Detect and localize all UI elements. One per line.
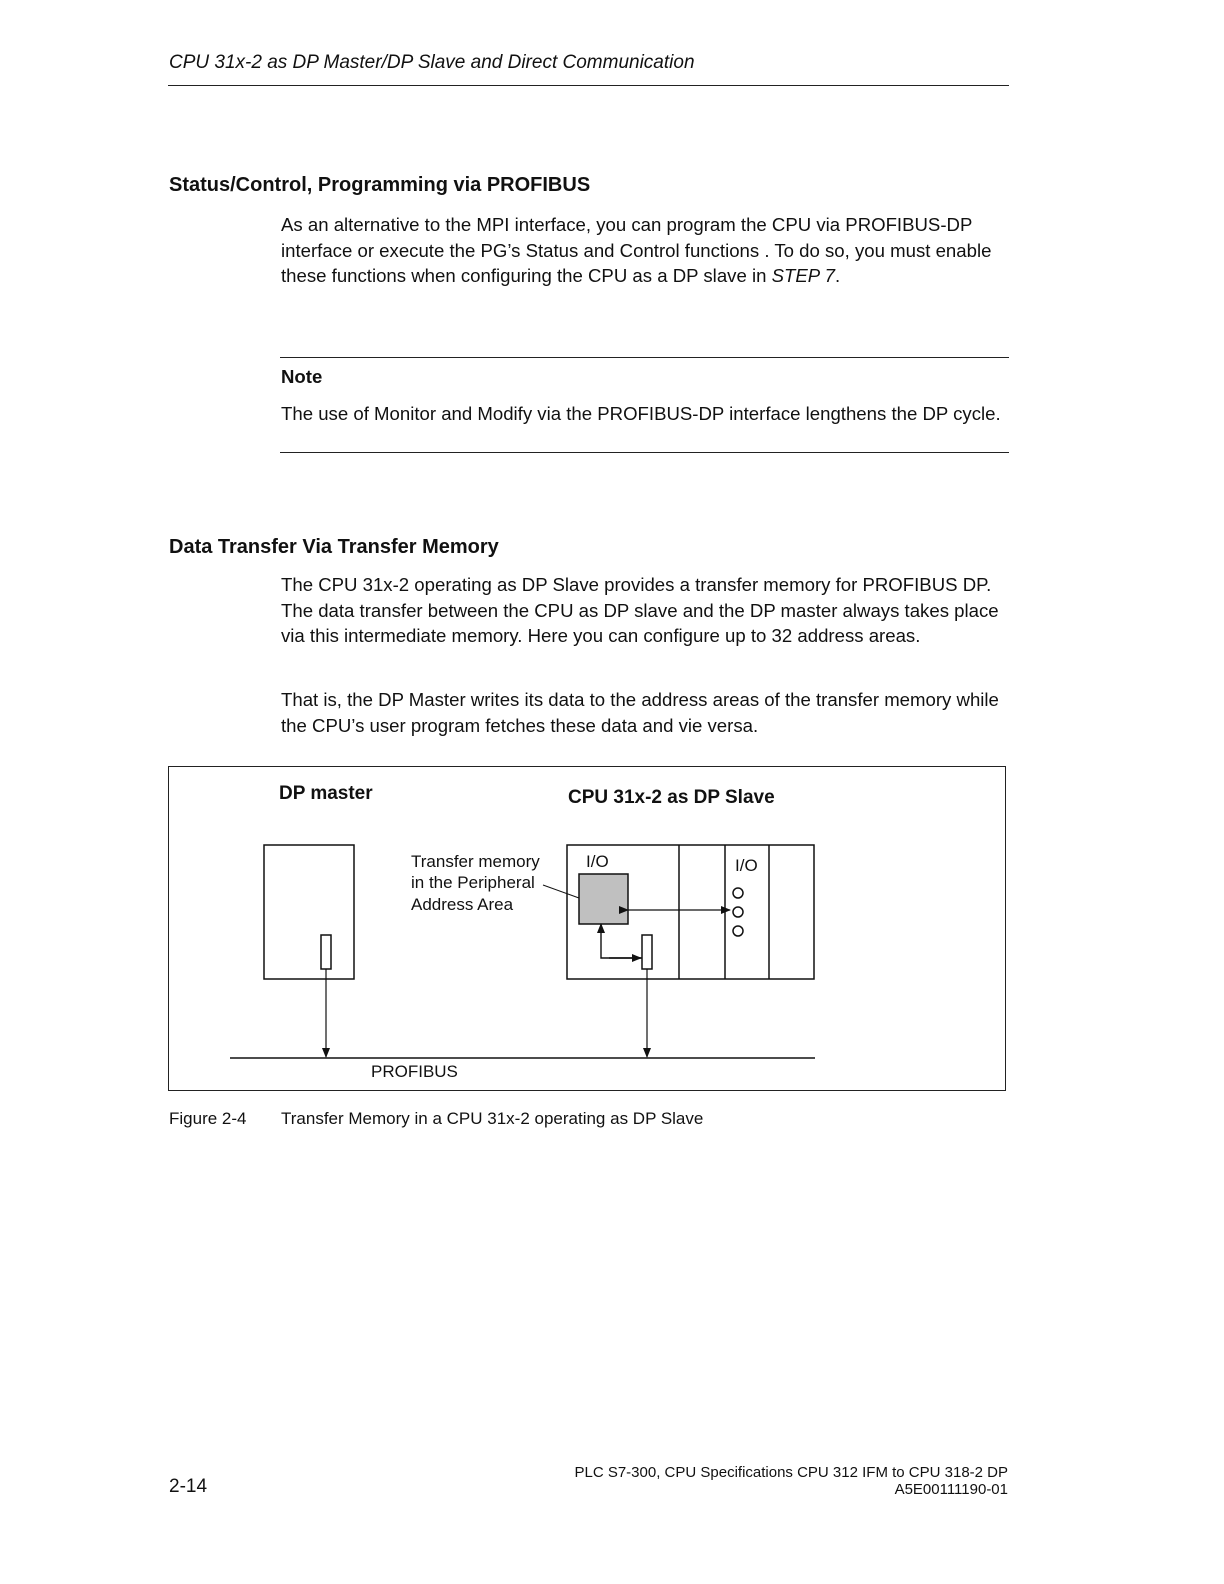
transfer-memory-label	[411, 852, 545, 914]
section-status-control-paragraph	[281, 212, 1006, 289]
transfer-memory-label-line-3: Address Area	[411, 895, 514, 914]
note-title: Note	[281, 366, 323, 387]
io-led-1	[733, 888, 743, 898]
header-rule	[168, 85, 1009, 86]
io-led-2	[733, 907, 743, 917]
dp-master-interface	[321, 935, 331, 969]
running-header: CPU 31x-2 as DP Master/DP Slave and Direct Communication	[169, 52, 695, 73]
cpu-io-label: I/O	[586, 852, 609, 871]
transfer-memory-label-line-2: in the Peripheral	[411, 873, 535, 892]
module-io-label: I/O	[735, 856, 758, 875]
footer-doc-id: A5E00111190-01	[894, 1481, 1008, 1498]
dp-slave-title: CPU 31x-2 as DP Slave	[568, 787, 775, 808]
footer-book-title: PLC S7-300, CPU Specifications CPU 312 IFM to CPU 318-2 DP	[574, 1464, 1008, 1481]
dp-master-title: DP master	[279, 783, 373, 804]
figure-caption-text: Transfer Memory in a CPU 31x-2 operating as DP Slave	[281, 1109, 704, 1128]
figure-diagram	[169, 767, 1007, 1092]
figure-transfer-memory	[168, 766, 1006, 1091]
note-bottom-rule	[280, 452, 1009, 453]
paragraph-text: As an alternative to the MPI interface, you can program the CPU via PROFIBUS-DP interface or execute the PG’s Status and Control functions . To do so, you must enable these functions when configuring the CPU as a DP slave in	[281, 214, 992, 287]
io-led-3	[733, 926, 743, 936]
step7-italic: STEP 7	[771, 265, 835, 287]
page-number: 2-14	[169, 1476, 208, 1497]
note-top-rule	[280, 357, 1009, 358]
paragraph-period: .	[835, 265, 841, 287]
section-data-transfer-paragraph-2: That is, the DP Master writes its data to the address areas of the transfer memory while the CPU’s user program fetches these data and vie versa.	[281, 689, 999, 736]
profibus-label: PROFIBUS	[371, 1062, 458, 1081]
transfer-memory-block	[579, 874, 628, 924]
dp-master-box	[264, 845, 354, 979]
section-heading-data-transfer: Data Transfer Via Transfer Memory	[169, 536, 499, 558]
slave-dp-interface	[642, 935, 652, 969]
figure-caption-number: Figure 2-4	[169, 1109, 247, 1128]
section-data-transfer-paragraph-1: The CPU 31x-2 operating as DP Slave provides a transfer memory for PROFIBUS DP. The data transfer between the CPU as DP slave and the DP master always takes place via this intermediate memory. Here you can configure up to 32 address areas.	[281, 574, 999, 647]
note-text: The use of Monitor and Modify via the PROFIBUS-DP interface lengthens the DP cycle.	[281, 403, 1001, 424]
transfer-memory-label-line-1: Transfer memory	[411, 852, 540, 871]
section-heading-status-control: Status/Control, Programming via PROFIBUS	[169, 174, 591, 196]
